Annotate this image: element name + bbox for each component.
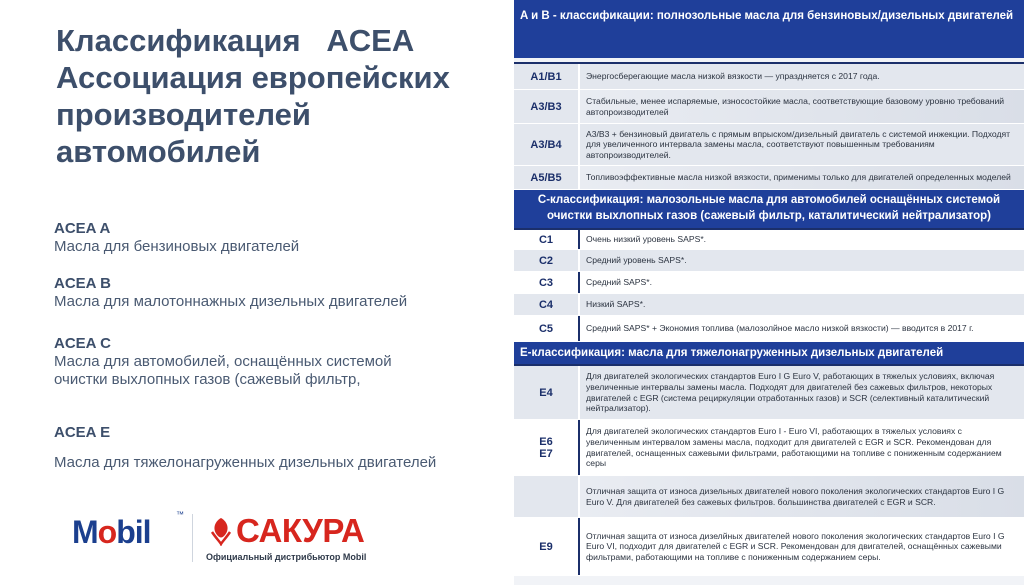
table-row bbox=[514, 166, 1024, 190]
sakura-logo: САКУРА bbox=[236, 512, 365, 549]
row-code: A5/B5 bbox=[530, 171, 562, 184]
row-text: Средний SAPS*. bbox=[578, 272, 1024, 293]
table-row bbox=[514, 420, 1024, 476]
row-code: A3/B3 bbox=[530, 100, 562, 113]
acea-classification-table bbox=[514, 0, 1024, 585]
row-code: A1/B1 bbox=[530, 70, 562, 83]
sakura-flower-icon bbox=[208, 516, 234, 546]
table-row bbox=[514, 228, 1024, 250]
row-text: Топливоэффективные масла низкой вязкости, применимы только для двигателей определенных моделей bbox=[578, 166, 1024, 189]
row-code: C5 bbox=[538, 322, 554, 335]
row-code: C3 bbox=[538, 276, 554, 289]
category-acea-a bbox=[54, 220, 299, 256]
title-line-1: Классификация ACEA bbox=[56, 23, 415, 58]
table-row bbox=[514, 272, 1024, 294]
row-code: E6 E7 bbox=[539, 435, 553, 460]
category-desc: Масла для тяжелонагруженных дизельных двигателей bbox=[54, 454, 437, 471]
row-text: Для двигателей экологических стандартов Euro I - Euro VI, работающих в тяжелых условиях с увеличенным интервалом замены масла, подходит для двигателей с EGR и SCR. Рекомендован для двигателей, оснащенных сажевыми фильтрами, работающими на топливе с пониженным содержанием серы bbox=[578, 420, 1024, 475]
title-line-4: автомобилей bbox=[56, 134, 261, 169]
table-row bbox=[514, 476, 1024, 518]
row-text: Низкий SAPS*. bbox=[578, 294, 1024, 315]
mobil-logo-part1: M bbox=[72, 514, 98, 550]
table-row bbox=[514, 364, 1024, 420]
row-code: E4 bbox=[539, 386, 553, 399]
row-text: Очень низкий уровень SAPS*. bbox=[578, 230, 1024, 249]
mobil-logo-part2: bil bbox=[116, 514, 151, 550]
row-text: A3/B3 + бензиновый двигатель с прямым впрыском/дизельный двигатель с системой инжекции. Подходят для увеличенного интервала замены масла, соответствуют повышенным требованиям автопроизводителей. bbox=[578, 124, 1024, 165]
mobil-logo-o: o bbox=[97, 514, 117, 550]
table-header-ab: A и B - классификации: полнозольные масла для бензиновых/дизельных двигателей bbox=[514, 0, 1024, 58]
row-text: Энергосберегающие масла низкой вязкости — упраздняется с 2017 года. bbox=[578, 64, 1024, 89]
table-row bbox=[514, 518, 1024, 576]
row-text: Для двигателей экологических стандартов Euro I G Euro V, работающих в тяжелых условиях, включая увеличенные интервалы замены масла. Подходят для двигателей без сажевых фильтров, некоторых двигателей с EGR (система рециркуляции отработанных газов) и SCR (селективный каталитический нейтрализатор). bbox=[578, 366, 1024, 419]
row-code: C2 bbox=[538, 254, 554, 267]
table-row bbox=[514, 62, 1024, 90]
row-text: Отличная защита от износа дизельных двигателей нового поколения экологических стандартов Euro I G Euro V. Для двигателей без сажевых фильтров. большинства двигателей с EGR и SCR. bbox=[578, 476, 1024, 517]
title-line-2: Ассоциация европейских bbox=[56, 60, 450, 95]
category-name: ACEA B bbox=[54, 275, 111, 292]
title-line-3: производителей bbox=[56, 97, 311, 132]
row-code: C4 bbox=[538, 298, 554, 311]
table-row bbox=[514, 90, 1024, 124]
row-code bbox=[514, 476, 578, 517]
table-row bbox=[514, 250, 1024, 272]
category-name: ACEA A bbox=[54, 220, 111, 237]
slide-title bbox=[56, 22, 506, 170]
table-row bbox=[514, 316, 1024, 342]
table-row bbox=[514, 124, 1024, 166]
row-text: Средний SAPS* + Экономия топлива (малозолйное масло низкой вязкости) — вводится в 2017 г. bbox=[578, 316, 1024, 341]
row-code: A3/B4 bbox=[530, 138, 562, 151]
table-header-c: С-классификация: малозольные масла для автомобилей оснащённых системой очистки выхлопных газов (сажевый фильтр, каталитический нейтрализатор) bbox=[514, 190, 1024, 228]
category-acea-b bbox=[54, 275, 407, 311]
logo-divider bbox=[192, 514, 193, 562]
row-text: Отличная защита от износа дизелйных двигателей нового поколения экологических стандартов Euro I G Euro VI, подходит для двигателей с EGR и SCR. Рекомендован для двигателей, оснащённых сажевыми фильтрами, работающими на топливе с пониженным содержанием серы. bbox=[578, 518, 1024, 575]
row-code: C1 bbox=[538, 233, 554, 246]
category-desc: Масла для автомобилей, оснащённых системой очистки выхлопных газов (сажевый фильтр, bbox=[54, 353, 392, 388]
row-text: Средний уровень SAPS*. bbox=[578, 250, 1024, 271]
table-row bbox=[514, 294, 1024, 316]
table-header-e: E-классификация: масла для тяжелонагруженных дизельных двигателей bbox=[514, 342, 1024, 364]
distributor-caption: Официальный дистрибьютор Mobil bbox=[206, 552, 367, 562]
mobil-logo bbox=[72, 514, 151, 551]
category-acea-e bbox=[54, 424, 436, 472]
partner-logos bbox=[72, 510, 392, 570]
category-name: ACEA E bbox=[54, 424, 111, 441]
row-code: E9 bbox=[539, 540, 553, 553]
category-desc: Масла для бензиновых двигателей bbox=[54, 238, 300, 255]
trademark-symbol: ™ bbox=[176, 510, 184, 519]
category-name: ACEA C bbox=[54, 335, 111, 352]
category-acea-c bbox=[54, 335, 392, 389]
category-desc: Масла для малотоннажных дизельных двигателей bbox=[54, 293, 408, 310]
row-text: Стабильные, менее испаряемые, износостойкие масла, соответствующие базовому уровню требований автопроизводителей bbox=[578, 90, 1024, 123]
